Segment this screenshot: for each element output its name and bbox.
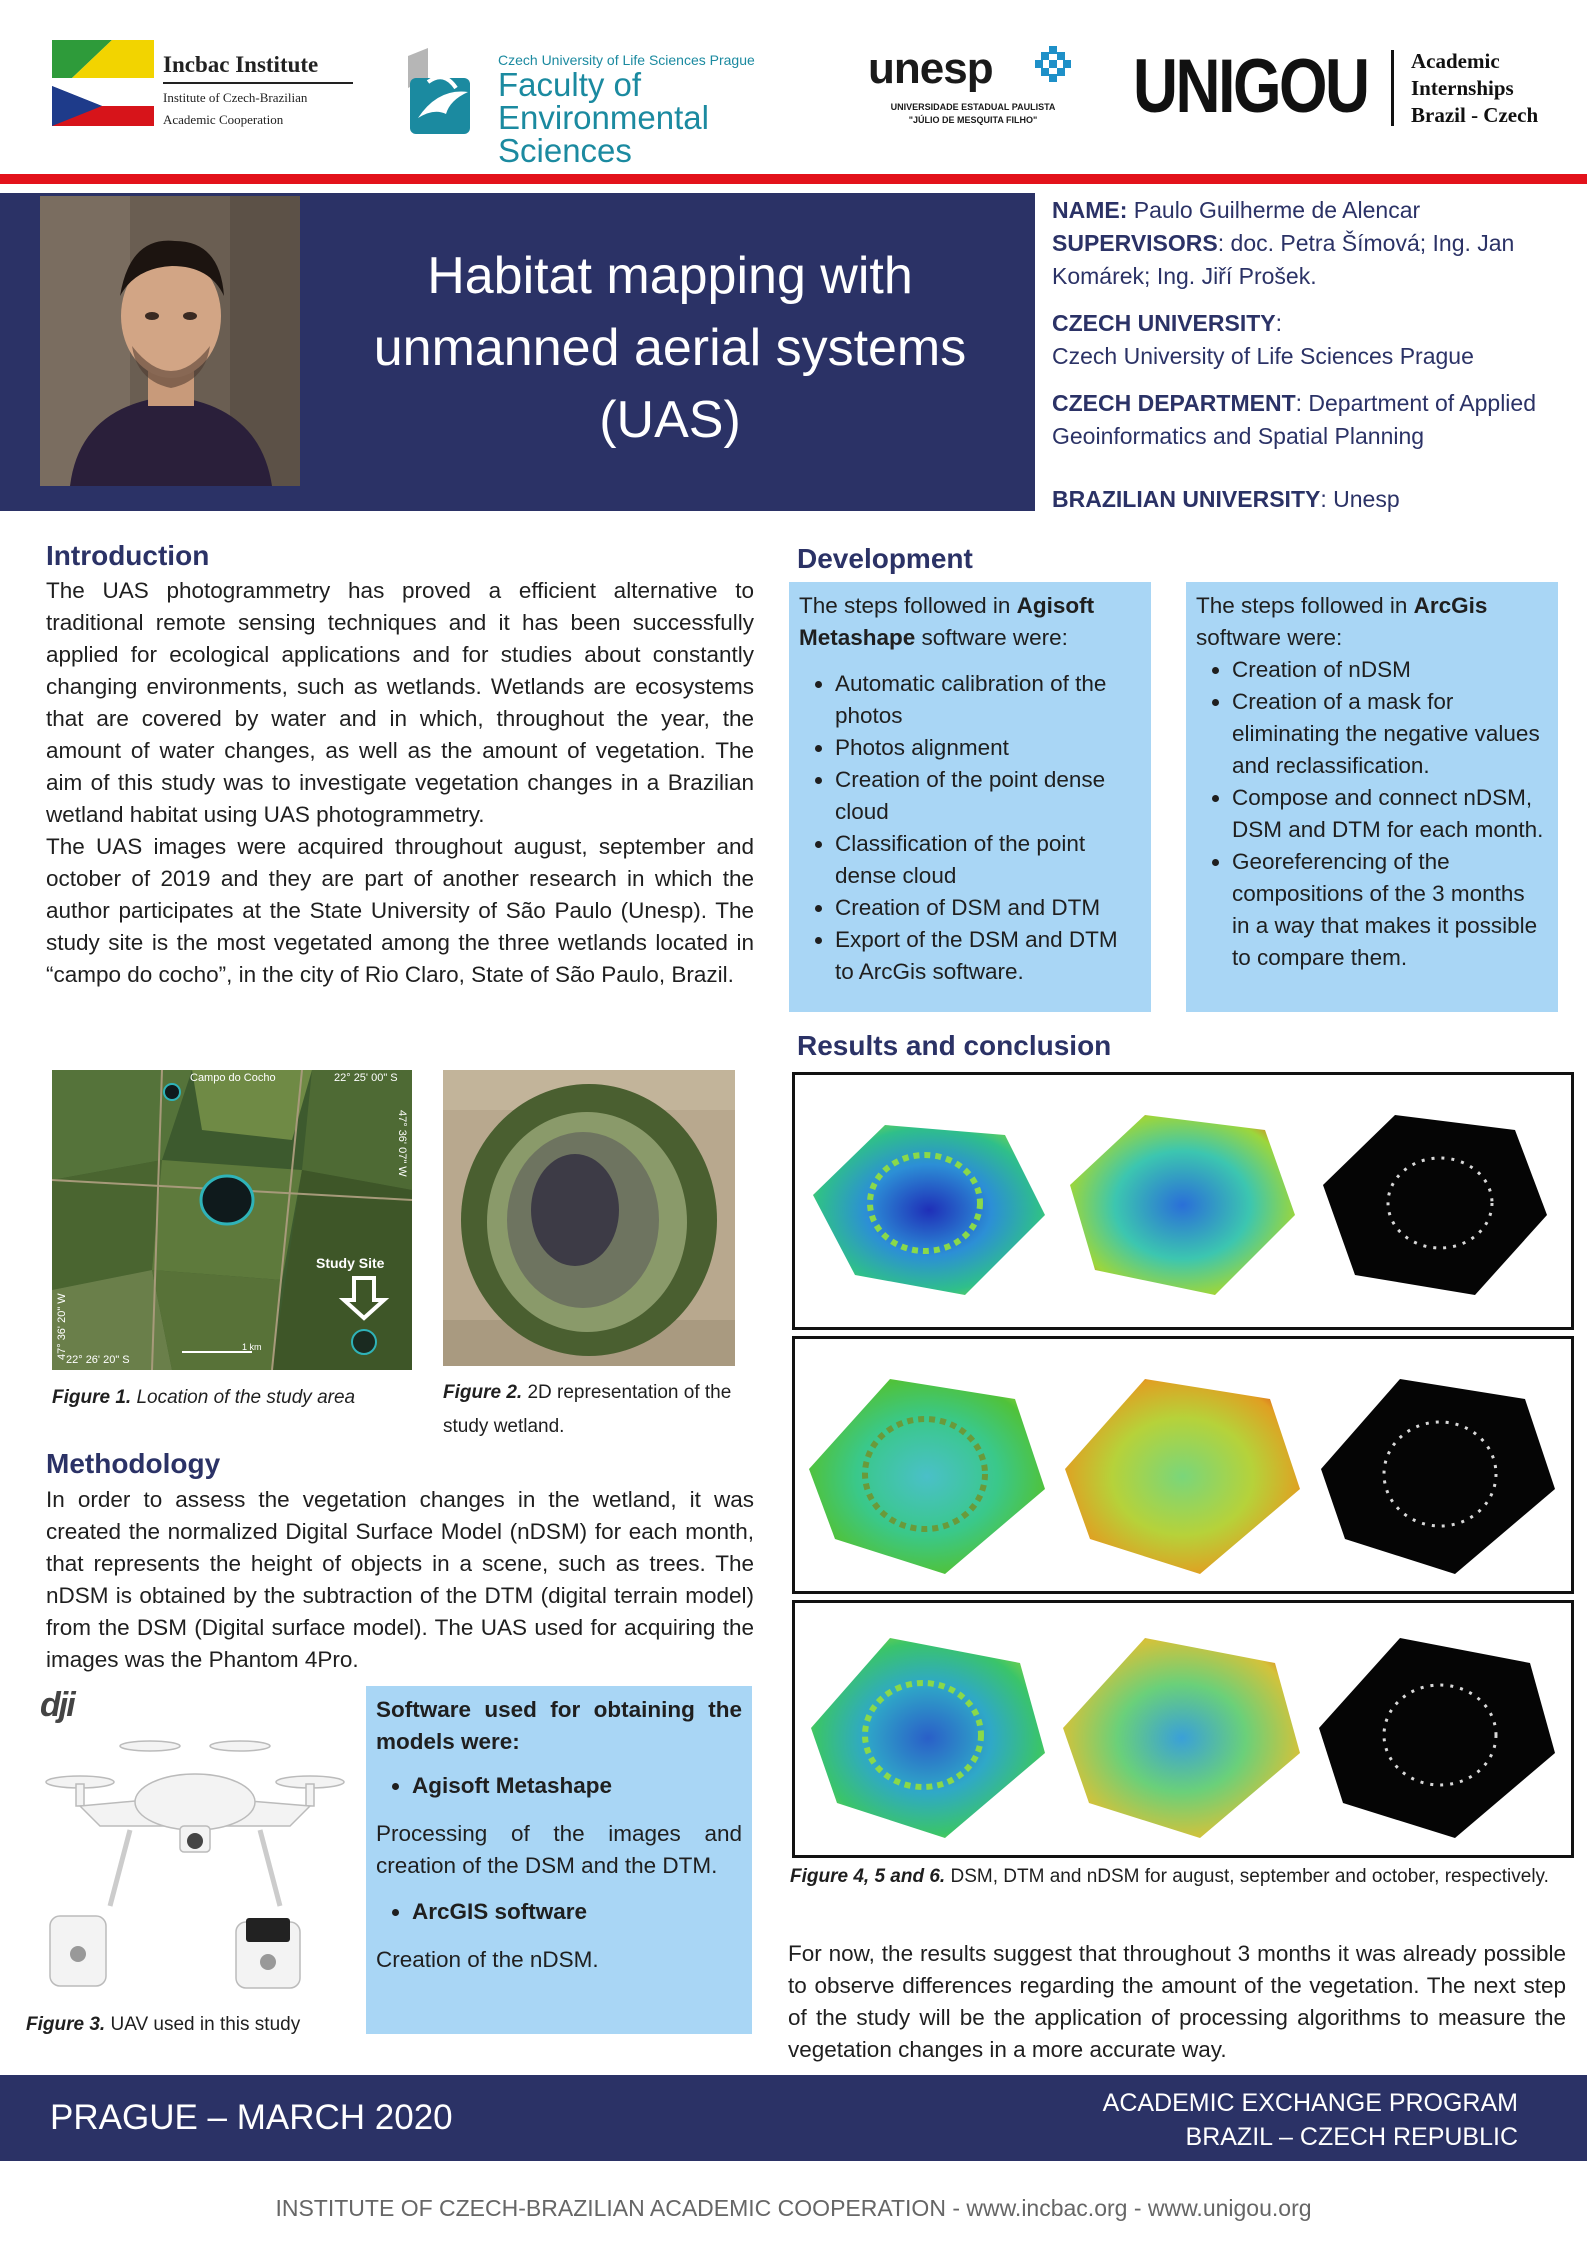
results-text: For now, the results suggest that throughout 3 months it was already possible to observe differences regarding the amount of the vegetation. The next step of the study will be the application of processing algorithms to measure the vegetation changes in a more accurate way. — [788, 1941, 1566, 2062]
ndsm-august-map — [1323, 1115, 1547, 1295]
incbac-title: Incbac Institute — [163, 52, 353, 84]
ndsm-september-map — [1321, 1379, 1555, 1574]
agisoft-intro-suffix: software were: — [915, 625, 1068, 650]
fes-logo-text — [498, 52, 838, 167]
unigou-tag-1: Academic — [1411, 49, 1500, 73]
introduction-heading: Introduction — [46, 540, 210, 571]
unigou-divider — [1391, 50, 1394, 126]
author-photo — [40, 196, 300, 486]
info-czech-uni-value: Czech University of Life Sciences Prague — [1052, 343, 1474, 369]
bottom-institute-line: INSTITUTE OF CZECH-BRAZILIAN ACADEMIC COOPERATION - www.incbac.org - www.unigou.org — [275, 2195, 1312, 2221]
fig1-coord-left: 47° 36' 20" W — [56, 1293, 68, 1360]
unesp-logo — [868, 44, 1078, 126]
incbac-logo-mark — [52, 40, 154, 126]
dtm-august-map — [1070, 1115, 1295, 1295]
unesp-sub-2: "JÚLIO DE MESQUITA FILHO" — [908, 115, 1038, 125]
fig1-map-label: Campo do Cocho — [190, 1072, 276, 1084]
software-box — [366, 1686, 752, 2034]
arcgis-step: • Compose and connect nDSM, DSM and DTM for each month. — [1232, 782, 1548, 846]
unigou-tag-2: Internships — [1411, 76, 1514, 100]
unigou-tag-3: Brazil - Czech — [1411, 103, 1539, 127]
arcgis-step: • Georeferencing of the compositions of the 3 months in a way that makes it possible to compare them. — [1232, 846, 1548, 974]
fig1-coord-top: 22° 25' 00" S — [334, 1072, 398, 1084]
fes-university: Czech University of Life Sciences Prague — [498, 52, 755, 68]
unigou-tagline — [1411, 48, 1538, 129]
unesp-sub-1: UNIVERSIDADE ESTADUAL PAULISTA — [890, 102, 1056, 112]
fes-logo-mark — [398, 48, 490, 136]
agisoft-step: • Photos alignment — [835, 732, 1141, 764]
info-supervisors-value: : doc. Petra Šímová; Ing. Jan Komárek; Ing. Jiří Prošek. — [1052, 230, 1515, 289]
fig1-coord-right: 47° 36' 07" W — [396, 1110, 408, 1177]
figure-2-caption — [443, 1376, 743, 1444]
result-panel-september — [792, 1336, 1574, 1594]
arcgis-intro-bold: ArcGis — [1413, 593, 1488, 618]
ndsm-october-map — [1319, 1638, 1555, 1838]
agisoft-intro-bold: Agisoft Metashape — [799, 593, 1095, 650]
agisoft-intro-prefix: The steps followed in — [799, 593, 1017, 618]
unigou-logo — [1133, 44, 1553, 130]
info-name-value: Paulo Guilherme de Alencar — [1127, 197, 1421, 223]
arcgis-steps-box — [1186, 582, 1558, 1012]
info-supervisors-label: SUPERVISORS — [1052, 230, 1218, 256]
fig2-caption-label: Figure 2. — [443, 1382, 523, 1403]
arcgis-steps-intro — [1196, 590, 1548, 654]
poster-title: Habitat mapping with unmanned aerial systems (UAS) — [373, 247, 967, 449]
software-item-arcgis: • ArcGIS software — [412, 1896, 742, 1928]
agisoft-steps-intro — [799, 590, 1141, 654]
info-brazil-uni-label: BRAZILIAN UNIVERSITY — [1052, 486, 1321, 512]
results-heading: Results and conclusion — [797, 1030, 1112, 1061]
dsm-august-map — [813, 1125, 1045, 1295]
info-brazil-uni-value: : Unesp — [1320, 486, 1400, 512]
fig1-caption-text: Location of the study area — [131, 1387, 356, 1408]
figure-1-caption — [52, 1381, 412, 1415]
software-box-title: Software used for obtaining the models were: — [376, 1697, 742, 1754]
fig456-caption-text: DSM, DTM and nDSM for august, september and october, respectively. — [945, 1866, 1549, 1887]
introduction-paragraph-2: The UAS images were acquired throughout august, september and october of 2019 and they are part of another research in which the author participates at the State University of São Paulo (Unesp). The study site is the most vegetated among the three wetlands located in “campo do cocho”, in the city of Rio Claro, State of São Paulo, Brazil. — [46, 834, 754, 987]
software-item-arcgis-text: Creation of the nDSM. — [376, 1947, 599, 1972]
header-red-rule — [0, 174, 1587, 184]
figure-2-wetland-image — [443, 1070, 735, 1366]
info-czech-uni-label: CZECH UNIVERSITY — [1052, 310, 1276, 336]
agisoft-step: • Creation of the point dense cloud — [835, 764, 1141, 828]
arcgis-intro-suffix: software were: — [1196, 625, 1343, 650]
dtm-october-map — [1063, 1638, 1300, 1838]
footer-program-line2: BRAZIL – CZECH REPUBLIC — [1185, 2123, 1518, 2151]
figure-3-caption — [26, 2008, 366, 2042]
arcgis-step: • Creation of a mask for eliminating the negative values and reclassification. — [1232, 686, 1548, 782]
footer-program — [1000, 2086, 1518, 2154]
arcgis-intro-prefix: The steps followed in — [1196, 593, 1414, 618]
unesp-snowflake-icon — [1033, 44, 1073, 84]
footer-location-date: PRAGUE – MARCH 2020 — [50, 2098, 453, 2137]
unesp-word: unesp — [868, 44, 993, 93]
fig1-coord-bottom: 22° 26' 20" S — [66, 1354, 130, 1366]
development-heading: Development — [797, 543, 973, 574]
unigou-word: UNIGOU — [1133, 44, 1368, 129]
dsm-october-map — [811, 1638, 1045, 1838]
info-czech-uni-colon: : — [1275, 310, 1283, 336]
agisoft-step: • Classification of the point dense cloud — [835, 828, 1141, 892]
incbac-logo-text — [163, 52, 353, 128]
info-name-label: NAME: — [1052, 197, 1128, 223]
arcgis-steps-list — [1196, 654, 1548, 974]
dtm-september-map — [1065, 1379, 1300, 1574]
info-czech-department — [1052, 387, 1572, 453]
fig456-caption-label: Figure 4, 5 and 6. — [790, 1866, 946, 1887]
fig1-study-site-label: Study Site — [316, 1255, 385, 1271]
fes-name-line2: Sciences — [498, 132, 632, 169]
methodology-text: In order to assess the vegetation changes in the wetland, it was created the normalized Digital Surface Model (nDSM) for each month, that represents the height of objects in a scene, such as trees. The nDSM is obtained by the subtraction of the DTM (digital terrain model) from the DSM (Digital surface model). The UAS used for acquiring the images was the Phantom 4Pro. — [46, 1487, 754, 1672]
fig3-caption-label: Figure 3. — [26, 2014, 106, 2035]
dsm-september-map — [809, 1379, 1045, 1574]
software-item-agisoft: • Agisoft Metashape — [412, 1770, 742, 1802]
info-czech-dept-value: : Department of Applied Geoinformatics and Spatial Planning — [1052, 390, 1536, 449]
introduction-text — [46, 575, 754, 991]
author-info — [1052, 194, 1572, 530]
agisoft-step: • Automatic calibration of the photos — [835, 668, 1141, 732]
fig3-caption-text: UAV used in this study — [105, 2014, 301, 2035]
fig1-scale-label: 1 km — [242, 1342, 262, 1352]
info-czech-university — [1052, 307, 1572, 373]
figure-1-location-map — [52, 1070, 412, 1370]
info-brazilian-university — [1052, 483, 1572, 516]
incbac-subtitle-1: Institute of Czech-Brazilian — [163, 90, 308, 105]
fig2-caption-text: 2D representation of the study wetland. — [443, 1382, 732, 1437]
info-name — [1052, 194, 1572, 293]
info-czech-dept-label: CZECH DEPARTMENT — [1052, 390, 1296, 416]
methodology-heading: Methodology — [46, 1448, 221, 1479]
agisoft-steps-box — [789, 582, 1151, 1012]
agisoft-step: • Creation of DSM and DTM — [835, 892, 1141, 924]
fes-name-line1: Faculty of Environmental — [498, 66, 709, 136]
introduction-paragraph-1: The UAS photogrammetry has proved a efficient alternative to traditional remote sensing techniques and it has been successfully applied for ecological applications and for studies about constantly changing environments, such as wetlands. Wetlands are ecosystems that are covered by water and in which, throughout the year, the amount of water changes, as well as the amount of vegetation. The aim of this study was to investigate vegetation changes in a Brazilian wetland habitat using UAS photogrammetry. — [46, 578, 754, 827]
figure-456-caption — [790, 1860, 1580, 1894]
figure-3-drone-image — [40, 1686, 350, 2006]
fig3-brand: dji — [40, 1686, 74, 1724]
arcgis-step: • Creation of nDSM — [1232, 654, 1548, 686]
result-panel-october — [792, 1600, 1574, 1858]
agisoft-step: • Export of the DSM and DTM to ArcGis software. — [835, 924, 1141, 988]
incbac-subtitle-2: Academic Cooperation — [163, 112, 284, 127]
footer-program-line1: ACADEMIC EXCHANGE PROGRAM — [1102, 2089, 1518, 2117]
fig1-caption-label: Figure 1. — [52, 1387, 132, 1408]
result-panel-august — [792, 1072, 1574, 1330]
software-item-agisoft-text: Processing of the images and creation of the DSM and the DTM. — [376, 1821, 742, 1878]
agisoft-steps-list — [799, 668, 1141, 988]
